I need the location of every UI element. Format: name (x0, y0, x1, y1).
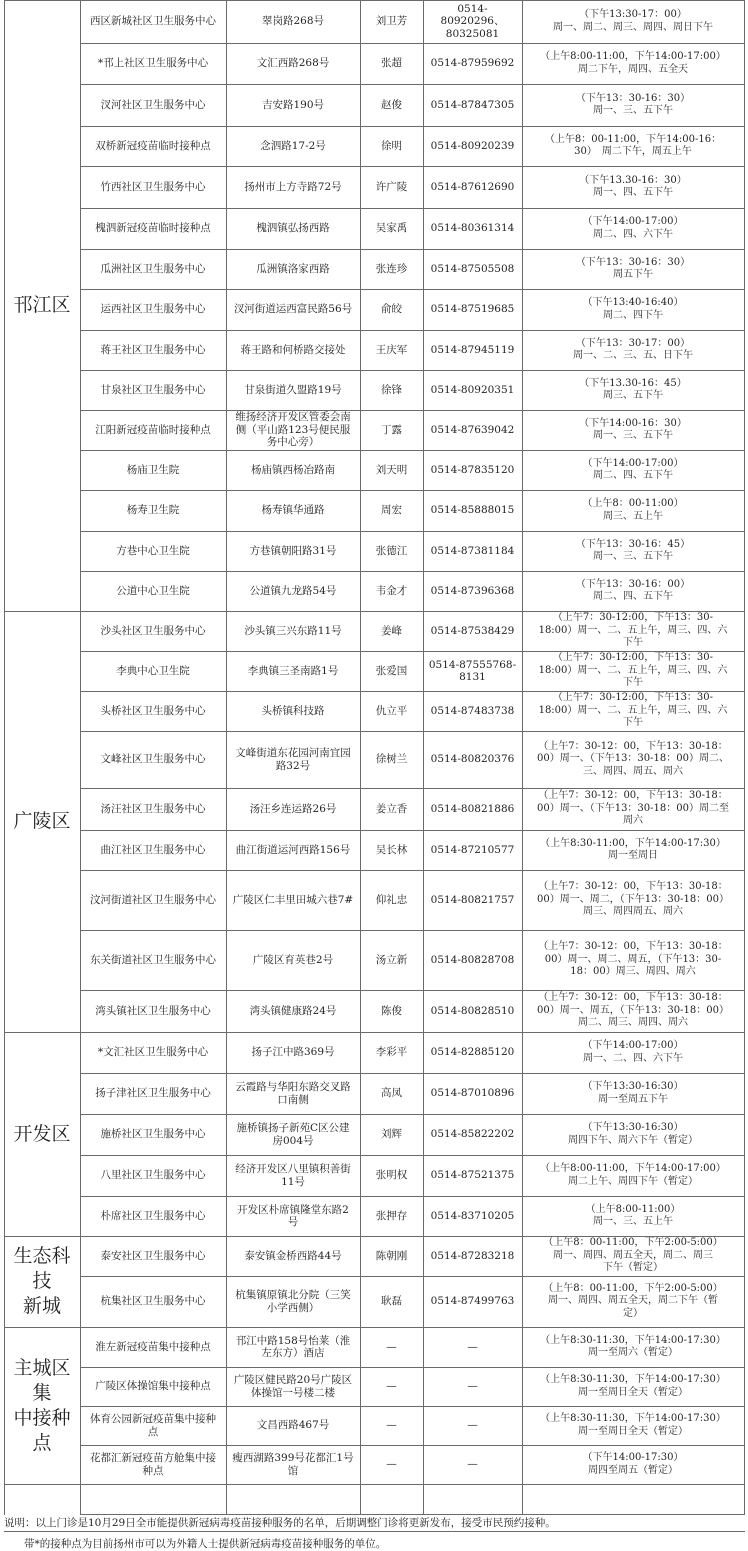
site-name: 槐泗新冠疫苗临时接种点 (95, 222, 211, 235)
service-hours: （上午8:00-11:00，下午14:00-17:00） 周二下午，周四、五全天 (540, 51, 726, 75)
grid-line (4, 1531, 745, 1532)
site-name: 公道中心卫生院 (116, 584, 190, 597)
phone: 0514-80828708 (430, 953, 515, 966)
service-hours: （上午8:00-11:00） 周一、三、五上午 (585, 1203, 681, 1227)
site-name: *文汇社区卫生服务中心 (97, 1046, 209, 1059)
site-name: 湾头镇社区卫生服务中心 (95, 1004, 211, 1017)
grid-line (80, 1327, 745, 1328)
grid-line (80, 830, 745, 831)
service-hours: （下午13：30-16：30） 周一、三、五下午 (575, 92, 691, 116)
service-hours: （上午8:30-11:30，下午14:00-17:30） 周一至周日全天（暂定） (540, 1374, 726, 1398)
site-name: 体育公园新冠疫苗集中接种 点 (90, 1413, 216, 1438)
site-name: 杭集社区卫生服务中心 (100, 1295, 206, 1308)
address: 邗江中路158号怡莱（淮 左东方）酒店 (235, 1334, 351, 1359)
site-name: 扬子津社区卫生服务中心 (95, 1087, 211, 1100)
contact-person: 耿磊 (381, 1295, 402, 1308)
contact-person: 张明权 (375, 1169, 408, 1182)
service-hours: （上午8:30-11:30，下午14:00-17:30） 周一至周日全天（暂定） (540, 1413, 726, 1437)
phone: 0514-87959692 (430, 57, 515, 70)
site-name: 汊河社区卫生服务中心 (100, 98, 206, 111)
contact-person: 刘卫芳 (375, 15, 408, 28)
site-name: 花都汇新冠疫苗方舱集中接 种点 (90, 1452, 216, 1477)
address: 吉安路190号 (261, 98, 325, 111)
grid-line (80, 651, 745, 652)
phone: 0514-87010896 (430, 1087, 515, 1100)
site-name: 双桥新冠疫苗临时接种点 (95, 139, 211, 152)
contact-person: — (386, 1458, 397, 1471)
site-name: 甘泉社区卫生服务中心 (100, 383, 206, 396)
address: 蒋王路和何桥路交接处 (240, 343, 346, 356)
address: 广陵区育英巷2号 (252, 953, 334, 966)
grid-line (80, 870, 745, 871)
service-hours: （上午7：30-12:00，下午13：30- 18:00）周一、二、五上午，周三、四、六 下午 (538, 652, 728, 689)
contact-person: 张连珍 (375, 262, 408, 275)
phone: 0514-80920351 (430, 383, 515, 396)
phone: 0514-87283218 (430, 1249, 515, 1262)
address: 瘦西湖路399号花都汇1号 馆 (232, 1452, 354, 1477)
site-name: 八里社区卫生服务中心 (100, 1169, 206, 1182)
grid-line (80, 450, 745, 451)
service-hours: （上午7：30-12:00，下午13：30- 18:00）周一、二、五上午，周三、四、六 下午 (538, 692, 728, 729)
service-hours: （下午13：30-17：00） 周一、二、三、五、日下午 (573, 337, 693, 361)
address: 甘泉街道久盟路19号 (244, 383, 342, 396)
grid-line (80, 289, 745, 290)
grid-line (80, 84, 745, 85)
grid-line (80, 1276, 745, 1277)
grid-line (80, 0, 745, 1)
grid-line (80, 1073, 745, 1074)
phone: 0514-80920296、 80325081 (440, 2, 505, 40)
contact-person: 高凤 (381, 1087, 402, 1100)
service-hours: （下午13:30-17：00） 周一、周二、周三、周四、周日下午 (553, 9, 713, 33)
grid-line (80, 611, 745, 612)
grid-line (80, 1196, 745, 1197)
phone: 0514-87396368 (430, 584, 515, 597)
site-name: *邗上社区卫生服务中心 (97, 57, 209, 70)
address: 翠岗路268号 (261, 15, 325, 28)
service-hours: （下午13：30-16：00） 周二、四、五下午 (575, 578, 691, 602)
phone: 0514-85888015 (430, 504, 515, 517)
grid-line (80, 1236, 745, 1237)
district-name: 生态科技 新城 (13, 1245, 71, 1317)
service-hours: （上午8:30-11:00，下午14:00-17:30） 周一至周日 (540, 837, 726, 861)
site-name: 江阳新冠疫苗临时接种点 (95, 423, 211, 436)
grid-line (423, 0, 424, 1515)
site-name: 瓜洲社区卫生服务中心 (100, 262, 206, 275)
contact-person: 赵俊 (381, 98, 402, 111)
site-name: 泰安社区卫生服务中心 (100, 1249, 206, 1262)
grid-line (4, 0, 5, 1515)
grid-line (80, 43, 745, 44)
site-name: 方巷中心卫生院 (116, 544, 190, 557)
grid-line (80, 126, 745, 127)
contact-person: 张爱国 (375, 664, 408, 677)
address: 杨寿镇华通路 (261, 504, 325, 517)
service-hours: （下午14:00-17:00） 周一、二、四、六下午 (582, 1040, 684, 1064)
service-hours: （上午8:30-11:30，下午14:00-17:30） 周一至周六（暂定） (540, 1334, 726, 1358)
service-hours: （下午13:30-16:30） 周一至周五下午 (582, 1081, 684, 1105)
contact-person: 刘辉 (381, 1128, 402, 1141)
contact-person: 姜峰 (381, 624, 402, 637)
address: 施桥镇扬子新苑C区公建 房004号 (236, 1122, 350, 1147)
contact-person: 姜立香 (375, 802, 408, 815)
grid-line (80, 1484, 745, 1485)
address: 湾头镇健康路24号 (249, 1004, 337, 1017)
grid-line (80, 410, 745, 411)
grid-line (80, 731, 745, 732)
address: 槐泗镇弘扬西路 (256, 222, 330, 235)
address: 曲江街道运河西路156号 (235, 843, 351, 856)
address: 开发区朴席镇隆堂东路2 号 (237, 1203, 349, 1228)
grid-line (4, 611, 80, 612)
address: 广陵区仁丰里田城六巷7# (232, 893, 354, 906)
grid-line (80, 531, 745, 532)
grid-line (80, 1155, 745, 1156)
address: 方巷镇朝阳路31号 (249, 544, 337, 557)
grid-line (80, 1406, 745, 1407)
address: 沙头镇三兴东路11号 (244, 624, 342, 637)
grid-line (80, 788, 745, 789)
contact-person: 徐明 (381, 139, 402, 152)
grid-line (80, 1114, 745, 1115)
grid-line (80, 1367, 745, 1368)
phone: 0514-87847305 (430, 98, 515, 111)
contact-person: 张德江 (375, 544, 408, 557)
site-name: 朴席社区卫生服务中心 (100, 1209, 206, 1222)
grid-line (80, 249, 745, 250)
phone: 0514-80821886 (430, 802, 515, 815)
grid-line (4, 1327, 80, 1328)
service-hours: （下午14:00-17:30） 周四至周五（暂定） (582, 1452, 684, 1476)
site-name: 运西社区卫生服务中心 (100, 303, 206, 316)
contact-person: 汤立新 (375, 953, 408, 966)
phone: 0514-85822202 (430, 1128, 515, 1141)
site-name: 曲江社区卫生服务中心 (100, 843, 206, 856)
phone: 0514-80821757 (430, 893, 515, 906)
address: 杭集镇原镇北分院（三笑 小学西侧） (235, 1289, 351, 1314)
site-name: 淮左新冠疫苗集中接种点 (95, 1340, 211, 1353)
service-hours: （上午8：00-11:00，下午2:00-5:00） 周一、周四、周五全天，周二、周三 下午（暂定） (543, 1237, 723, 1274)
site-name: 杨庙卫生院 (126, 463, 180, 476)
grid-line (80, 1445, 745, 1446)
phone: 0514-80361314 (430, 222, 515, 235)
address: 扬州市上方寺路72号 (244, 180, 342, 193)
phone: 0514-87521375 (430, 1169, 515, 1182)
address: 维扬经济开发区管委会南 侧（平山路123号便民服 务中心旁） (235, 411, 351, 449)
service-hours: （上午7：30-12：00，下午13：30-18： 00）周一、周二、周五，（下午13：30- 18：00）周三、周四、周六 (538, 941, 728, 978)
phone: 0514-87505508 (430, 262, 515, 275)
phone: — (467, 1419, 478, 1432)
phone: 0514-82885120 (430, 1046, 515, 1059)
contact-person: 仰礼忠 (375, 893, 408, 906)
grid-line (80, 208, 745, 209)
district-name: 邗江区 (13, 294, 71, 316)
site-name: 沙头社区卫生服务中心 (100, 624, 206, 637)
contact-person: 张超 (381, 57, 402, 70)
phone: — (467, 1380, 478, 1393)
service-hours: （上午7：30-12：00，下午13：30-18： 00）周一、周二，（下午13：30-18：00） 周三、周四周五、周六 (536, 881, 729, 918)
address: 文峰街道东花园河南宜园 路32号 (235, 747, 351, 772)
grid-line (4, 1484, 80, 1485)
contact-person: 王庆军 (375, 343, 408, 356)
contact-person: 徐锋 (381, 383, 402, 396)
address: 云霞路与华阳东路交叉路 口南侧 (235, 1081, 351, 1106)
service-hours: （上午7：30-12：00，下午13：30-18： 00）周一、周五，（下午13：30-18：00） 周二、周三、周四、周六 (536, 992, 729, 1029)
grid-line (80, 930, 745, 931)
address: 文昌西路467号 (256, 1419, 330, 1432)
grid-line (360, 0, 361, 1515)
grid-line (4, 1236, 80, 1237)
site-name: 东关街道社区卫生服务中心 (90, 953, 216, 966)
address: 李典镇三圣南路1号 (247, 664, 339, 677)
address: 汊河街道运西富民路56号 (233, 303, 353, 316)
grid-line (80, 330, 745, 331)
address: 扬子江中路369号 (251, 1046, 335, 1059)
contact-person: 仇立平 (375, 704, 408, 717)
address: 泰安镇金桥西路44号 (244, 1249, 342, 1262)
phone: 0514-87381184 (430, 544, 515, 557)
phone: 0514-87519685 (430, 303, 515, 316)
contact-person: 李彩平 (375, 1046, 408, 1059)
address: 杨庙镇西杨冶路南 (251, 463, 335, 476)
grid-line (80, 571, 745, 572)
contact-person: 陈朝刚 (375, 1249, 408, 1262)
service-hours: （下午13:30-16:30） 周四下午、周六下午（暂定） (568, 1122, 698, 1146)
service-hours: （上午8：00-11:00，下午14:00-16： 30） 周二下午，周五上午 (544, 133, 722, 157)
phone: 0514-87538429 (430, 624, 515, 637)
site-name: 汤汪社区卫生服务中心 (100, 802, 206, 815)
contact-person: 张押存 (375, 1209, 408, 1222)
contact-person: 吴家禹 (375, 222, 408, 235)
service-hours: （上午8：00-11:00，下午2:00-5:00） 周一、周四、周五全天，周二下午（暂 定） (543, 1282, 723, 1319)
service-hours: （下午14:00-17:00） 周二、四、五下午 (582, 457, 684, 481)
address: 经济开发区八里镇积善街 11号 (235, 1163, 351, 1188)
service-hours: （下午13：30-16：30） 周五下午 (575, 256, 691, 280)
address: 瓜洲镇洛家西路 (256, 262, 330, 275)
phone: 0514-87945119 (430, 343, 515, 356)
district-name: 广陵区 (13, 810, 71, 832)
contact-person: — (386, 1380, 397, 1393)
contact-person: — (386, 1340, 397, 1353)
site-name: 头桥社区卫生服务中心 (100, 704, 206, 717)
site-name: 西区新城社区卫生服务中心 (90, 15, 216, 28)
service-hours: （下午13:40-16:40） 周二、四下午 (582, 297, 684, 321)
contact-person: 周宏 (381, 504, 402, 517)
grid-line (4, 1032, 80, 1033)
grid-line (80, 691, 745, 692)
site-name: 杨寿卫生院 (126, 504, 180, 517)
site-name: 汶河街道社区卫生服务中心 (90, 893, 216, 906)
grid-line (80, 490, 745, 491)
service-hours: （下午14:00-17:00） 周二、四、六下午 (582, 216, 684, 240)
phone: 0514-87639042 (430, 423, 515, 436)
address: 念泗路17-2号 (260, 139, 326, 152)
contact-person: 刘天明 (375, 463, 408, 476)
district-name: 主城区集 中接种点 (13, 1356, 71, 1454)
service-hours: （下午13.30-16：45） 周三、五下午 (579, 377, 687, 401)
phone: 0514-87499763 (430, 1295, 515, 1308)
grid-line (80, 0, 81, 1515)
service-hours: （上午8:00-11:00，下午14:00-17:00） 周二上午、周四下午（暂定） (540, 1163, 726, 1187)
site-name: 文峰社区卫生服务中心 (100, 753, 206, 766)
phone: 0514-80828510 (430, 1004, 515, 1017)
phone: 0514-87210577 (430, 843, 515, 856)
grid-line (744, 0, 745, 1515)
service-hours: （下午13.30-16：30） 周一、四、五下午 (579, 174, 687, 198)
phone: 0514-87835120 (430, 463, 515, 476)
contact-person: 韦金才 (375, 584, 408, 597)
district-name: 开发区 (13, 1122, 71, 1145)
phone: — (467, 1458, 478, 1471)
phone: — (467, 1340, 478, 1353)
service-hours: （上午7：30-12：00，下午13：30-18： 00）周一、（下午13：30-18：00）周二至 周六 (536, 790, 729, 827)
address: 头桥镇科技路 (261, 704, 325, 717)
phone: 0514-87555768- 8131 (428, 658, 517, 683)
phone: 0514-80820376 (430, 753, 515, 766)
service-hours: （上午8：00-11:00） 周三、五上午 (582, 498, 684, 522)
site-name: 施桥社区卫生服务中心 (100, 1128, 206, 1141)
grid-line (226, 0, 227, 1515)
grid-line (4, 0, 80, 1)
grid-line (80, 990, 745, 991)
contact-person: 徐树兰 (375, 753, 408, 766)
service-hours: （上午7：30-12：00，下午13：30-18： 00）周一、（下午13：30-18：00）周二、 三、周四、周五、周六 (536, 740, 729, 777)
grid-line (522, 0, 523, 1515)
contact-person: — (386, 1419, 397, 1432)
service-hours: （上午7：30-12:00，下午13：30- 18:00）周一、二、五上午，周三、四、六 下午 (538, 612, 728, 649)
footnote-explanation: 说明：以上门诊是10月29日全市能提供新冠病毒疫苗接种服务的名单，后期调整门诊将更新发布，接受市民预约接种。 (4, 1517, 556, 1529)
service-hours: （下午14:00-16：30） 周一、三、五下午 (579, 417, 687, 441)
phone: 0514-80920239 (430, 139, 515, 152)
phone: 0514-87483738 (430, 704, 515, 717)
address: 汤汪乡连运路26号 (249, 802, 337, 815)
phone: 0514-83710205 (430, 1209, 515, 1222)
contact-person: 许广陵 (375, 180, 408, 193)
contact-person: 俞皎 (381, 303, 402, 316)
grid-line (80, 1514, 745, 1515)
phone: 0514-87612690 (430, 180, 515, 193)
address: 广陵区健民路20号广陵区 体操馆一号楼二楼 (233, 1374, 353, 1399)
footnote-foreign-nationals: 带*的接种点为目前扬州市可以为外籍人士提供新冠病毒疫苗接种服务的单位。 (24, 1538, 387, 1550)
site-name: 蒋王社区卫生服务中心 (100, 343, 206, 356)
grid-line (80, 370, 745, 371)
site-name: 李典中心卫生院 (116, 664, 190, 677)
contact-person: 吴长林 (375, 843, 408, 856)
contact-person: 陈俊 (381, 1004, 402, 1017)
site-name: 广陵区体操馆集中接种点 (95, 1380, 211, 1393)
service-hours: （下午13：30-16：45） 周一、三、五下午 (575, 538, 691, 562)
address: 文汇西路268号 (256, 57, 330, 70)
grid-line (80, 1032, 745, 1033)
site-name: 竹西社区卫生服务中心 (100, 180, 206, 193)
grid-line (80, 166, 745, 167)
contact-person: 丁露 (381, 423, 402, 436)
address: 公道镇九龙路54号 (249, 584, 337, 597)
